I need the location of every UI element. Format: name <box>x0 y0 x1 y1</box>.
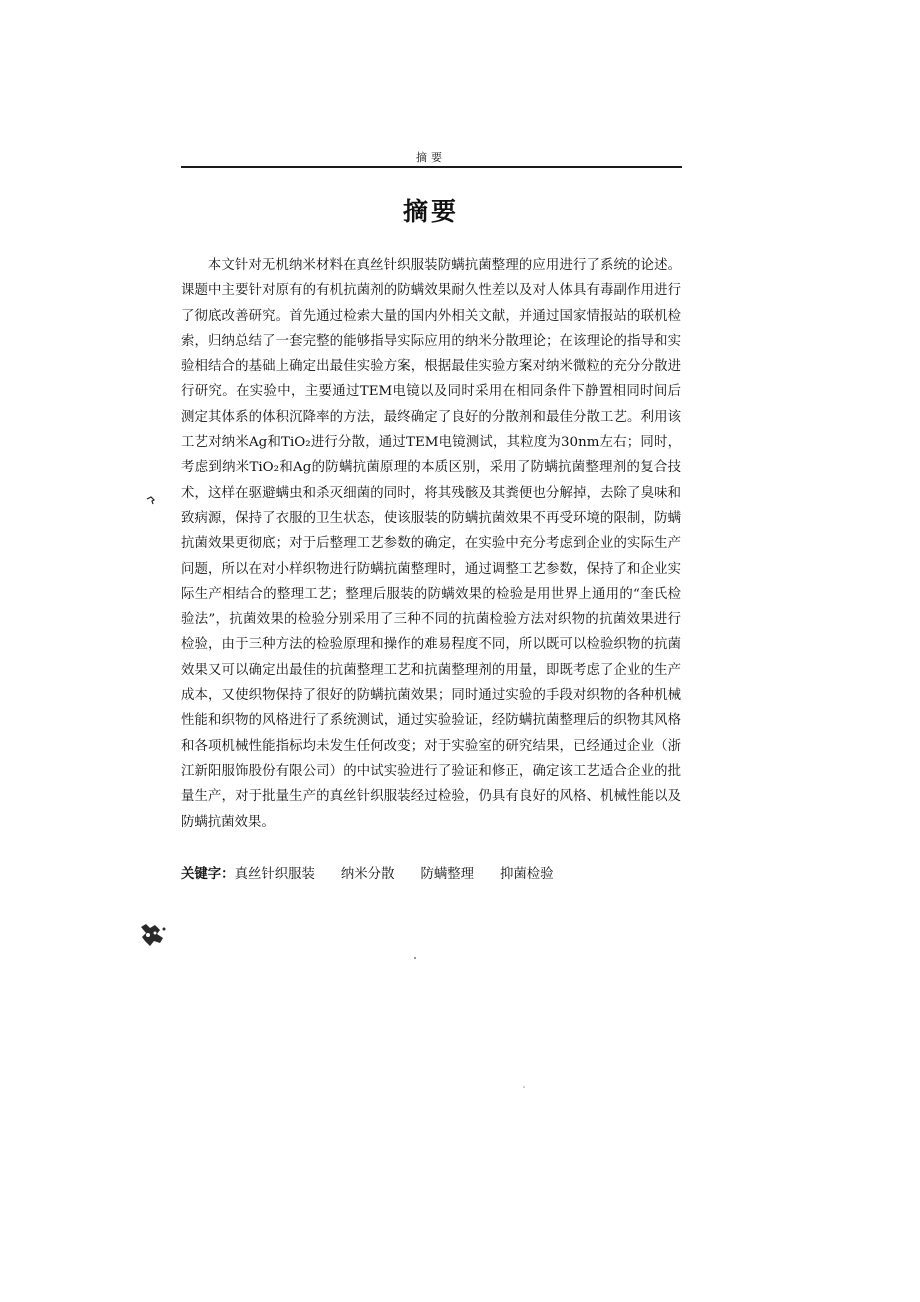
page-title: 摘要 <box>402 197 459 226</box>
keyword-item: 防螨整理 <box>420 867 475 882</box>
keyword-item: 真丝针织服装 <box>234 867 315 882</box>
scan-blot-mark <box>138 921 168 949</box>
scan-dot-mark <box>522 1085 526 1089</box>
scan-speck-mark <box>145 494 157 506</box>
header-rule <box>181 166 682 168</box>
scan-dot-mark <box>413 956 417 960</box>
keywords-label: 关键字： <box>181 867 235 882</box>
abstract-paragraph: 本文针对无机纳米材料在真丝针织服装防螨抗菌整理的应用进行了系统的论述。课题中主要针对原有的有机抗菌剂的防螨效果耐久性差以及对人体具有毒副作用进行了彻底改善研究。首先通过检索大量的国内外相关文献，并通过国家情报站的联机检索，归纳总结了一套完整的能够指导实际应用的纳米分散理论；在该理论的指导和实验相结合的基础上确定出最佳实验方案，根据最佳实验方案对纳米微粒的充分分散进行研究。在实验中，主要通过TEM电镜以及同时采用在相同条件下静置相同时间后测定其体系的体积沉降率的方法，最终确定了良好的分散剂和最佳分散工艺。利用该工艺对纳米Ag和TiO₂进行分散，通过TEM电镜测试，其粒度为30nm左右；同时，考虑到纳米TiO₂和Ag的防螨抗菌原理的本质区别，采用了防螨抗菌整理剂的复合技术，这样在驱避螨虫和杀灭细菌的同时，将其残骸及其粪便也分解掉，去除了臭味和致病源，保持了衣服的卫生状态，使该服装的防螨抗菌效果不再受环境的限制，防螨抗菌效果更彻底；对于后整理工艺参数的确定，在实验中充分考虑到企业的实际生产问题，所以在对小样织物进行防螨抗菌整理时，通过调整工艺参数，保持了和企业实际生产相结合的整理工艺；整理后服装的防螨效果的检验是用世界上通用的“奎氏检验法”，抗菌效果的检验分别采用了三种不同的抗菌检验方法对织物的抗菌效果进行检验，由于三种方法的检验原理和操作的难易程度不同，所以既可以检验织物的抗菌效果又可以确定出最佳的抗菌整理工艺和抗菌整理剂的用量，即既考虑了企业的生产成本，又使织物保持了很好的防螨抗菌效果；同时通过实验的手段对织物的各种机械性能和织物的风格进行了系统测试，通过实验验证，经防螨抗菌整理后的织物其风格和各项机械性能指标均未发生任何改变；对于实验室的研究结果，已经通过企业（浙江新阳服饰股份有限公司）的中试实验进行了验证和修正，确定该工艺适合企业的批量生产，对于批量生产的真丝针织服装经过检验，仍具有良好的风格、机械性能以及防螨抗菌效果。 <box>181 258 681 830</box>
keywords-line <box>181 862 681 887</box>
running-header: 摘要 <box>416 151 446 164</box>
keyword-item: 抑菌检验 <box>500 867 554 882</box>
keyword-item: 纳米分散 <box>340 867 395 882</box>
